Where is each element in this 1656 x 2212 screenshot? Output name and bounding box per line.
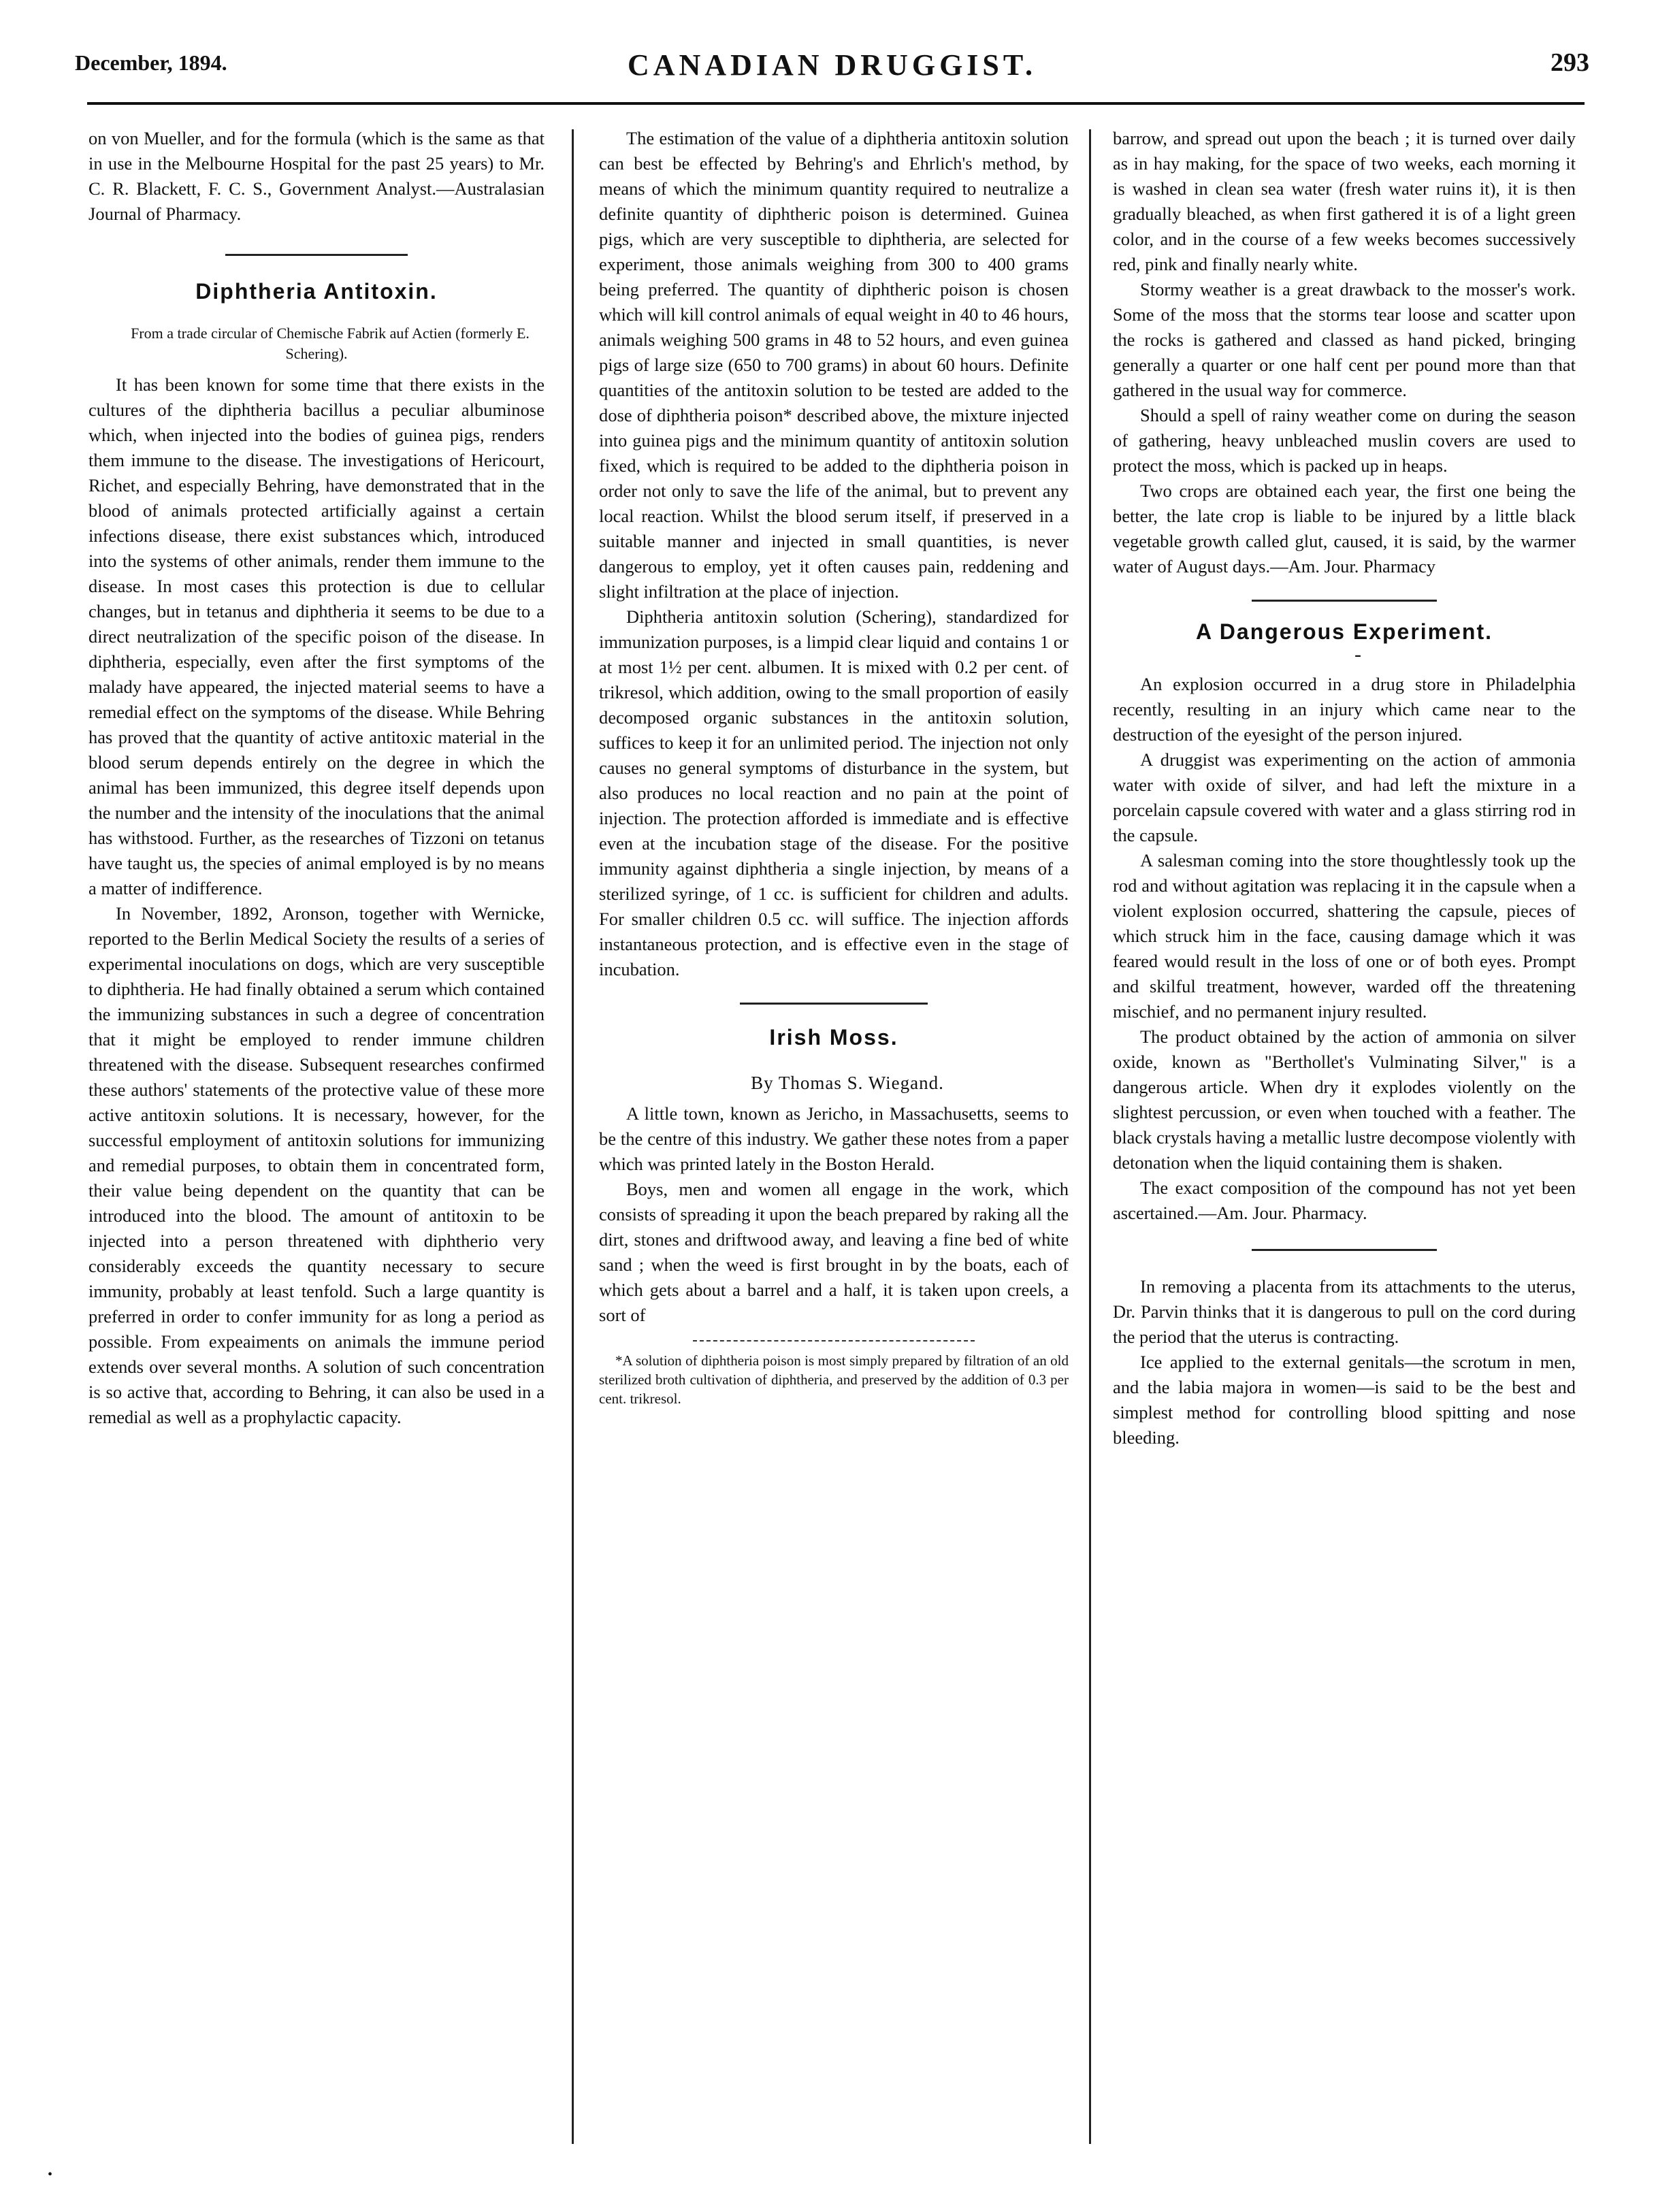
header-rule <box>87 102 1585 105</box>
article-paragraph: Two crops are obtained each year, the first one being the better, the late crop is liable to be injured by a little black vegetable growth called glut, caused, it is said, by the warmer water of August days.—Am. Jour. Pharmacy <box>1113 481 1576 576</box>
article-paragraph: The exact composition of the compound has not yet been ascertained.—Am. Jour. Pharmacy. <box>1113 1177 1576 1223</box>
article-paragraph: A druggist was experimenting on the action of ammonia water with oxide of silver, and had left the mixture in a porcelain capsule covered with water and a glass stirring rod in the capsule. <box>1113 749 1576 845</box>
column-3 <box>1113 126 1576 1450</box>
article-paragraph: barrow, and spread out upon the beach ; it is turned over daily as in hay making, for the space of two weeks, each morning it is washed in clean sea water (fresh water ruins it), it is then gradually bleached, as when first gathered it is of a light green color, and in the course of a few weeks becomes successively red, pink and finally nearly white. <box>1113 128 1576 274</box>
article-paragraph: Diphtheria antitoxin solution (Schering), standardized for immunization purposes, is a limpid clear liquid and contains 1 or at most 1½ per cent. albumen. It is mixed with 0.2 per cent. of trikresol, which addition, owing to the small proportion of easily decomposed organic substances in the antitoxin solution, suffices to keep it for an unlimited period. The injection not only causes no general symptoms of disturbance in the system, but also produces no local reaction and no pain at the point of injection. The protection afforded is immediate and is effective even at the incubation stage of the disease. For the positive immunity against diphtheria a single injection, by means of a sterilized syringe, of 1 cc. is sufficient for children and adults. For smaller children 0.5 cc. will suffice. The injection affords instantaneous protection, and is effective even in the stage of incubation. <box>599 606 1069 979</box>
article-paragraph: In November, 1892, Aronson, together with Wernicke, reported to the Berlin Medical Society the results of a series of experimental inoculations on dogs, which are very susceptible to diphtheria. He had finally obtained a serum which contained the immunizing substances in such a degree of concentration that it might be employed to render immune children threatened with the disease. Subsequent researches confirmed these authors' statements of the protective value of these more active antitoxin solutions. It is necessary, however, for the successful employment of antitoxin solutions for immunizing and remedial purposes, to obtain them in concentrated form, their value being dependent on the quantity that can be introduced into the blood. The amount of antitoxin to be injected into a person threatened with diphtherio very considerably exceeds the quantity necessary to secure immunity, probably at least tenfold. Such a large quantity is preferred in order to confer immunity for as long a period as possible. From expeaiments on animals the immune period extends over several months. A solution of such concentration is so active that, according to Behring, it can also be used in a remedial as well as a prophylactic capacity. <box>88 903 545 1427</box>
intro-paragraph: on von Mueller, and for the formula (which is the same as that in use in the Melbourne Hospital for the past 25 years) to Mr. C. R. Blackett, F. C. S., Government Analyst.—Australasian Journal of Pharmacy. <box>88 128 545 224</box>
column-2 <box>599 126 1069 1408</box>
article-paragraph: The product obtained by the action of ammonia on silver oxide, known as "Berthollet's Vulminating Silver," is a dangerous article. When dry it explodes violently on the slightest percussion, or even when touched with a feather. The black crystals having a metallic lustre decompose violently with detonation when the liquid containing them is shaken. <box>1113 1026 1576 1173</box>
article-source: From a trade circular of Chemische Fabrik auf Actien (formerly E. Schering). <box>131 325 530 362</box>
article-title-diphtheria: Diphtheria Antitoxin. <box>195 279 438 304</box>
article-paragraph: A little town, known as Jericho, in Massachusetts, seems to be the centre of this industry. We gather these notes from a paper which was printed lately in the Boston Herald. <box>599 1103 1069 1174</box>
article-paragraph: In removing a placenta from its attachments to the uterus, Dr. Parvin thinks that it is dangerous to pull on the cord during the period that the uterus is contracting. <box>1113 1276 1576 1347</box>
article-paragraph: Boys, men and women all engage in the work, which consists of spreading it upon the beach prepared by raking all the dirt, stones and driftwood away, and leaving a fine bed of white sand ; when the weed is first brought in by the boats, each of which gets about a barrel and a half, it is taken upon creels, a sort of <box>599 1179 1069 1325</box>
article-byline: By Thomas S. Wiegand. <box>751 1073 944 1093</box>
article-paragraph: A salesman coming into the store thoughtlessly took up the rod and without agitation was replacing it in the capsule when a violent explosion occurred, shattering the capsule, pieces of which struck him in the face, causing damage which it was feared would result in the loss of one or of both eyes. Prompt and skilful treatment, however, warded off the threatening mischief, and no permanent injury resulted. <box>1113 850 1576 1022</box>
article-paragraph: It has been known for some time that there exists in the cultures of the diphtheria bacillus a peculiar albuminose which, when injected into the bodies of guinea pigs, renders them immune to the disease. The investigations of Hericourt, Richet, and especially Behring, have demonstrated that in the blood of animals protected artificially against a certain infections disease, there exist substances which, introduced into the systems of other animals, render them immune to the disease. In most cases this protection is due to cellular changes, but in tetanus and diphtheria it seems to be due to a direct neutralization of the specific poison of the disease. In diphtheria, especially, even after the first symptoms of the malady have appeared, the injected material seems to have a remedial effect on the symptoms of the disease. While Behring has proved that the quantity of active antitoxic material in the blood serum depends entirely on the degree in which the animal has been immunized, this degree itself depends upon the number and the intensity of the inoculations that the animal has withstood. Further, as the researches of Tizzoni on tetanus have taught us, the species of animal employed is by no means a matter of indifference. <box>88 374 545 898</box>
column-divider-right <box>1089 129 1091 2144</box>
article-paragraph: Ice applied to the external genitals—the scrotum in men, and the labia majora in women—is said to be the best and simplest method for controlling blood spitting and nose bleeding. <box>1113 1352 1576 1448</box>
article-paragraph: An explosion occurred in a drug store in Philadelphia recently, resulting in an injury which came near to the destruction of the eyesight of the person injured. <box>1113 674 1576 745</box>
header-page-number: 293 <box>1551 48 1589 77</box>
header-date: December, 1894. <box>75 50 227 75</box>
article-paragraph: The estimation of the value of a diphtheria antitoxin solution can best be effected by Behring's and Ehrlich's method, by means of which the minimum quantity required to neutralize a definite quantity of diphtheric poison is determined. Guinea pigs, which are very susceptible to diphtheria, are selected for experiment, those animals weighing from 300 to 400 grams being preferred. The quantity of diphtheric poison is chosen which will kill control animals of equal weight in 40 to 46 hours, animals weighing 500 grams in 48 to 52 hours, and even guinea pigs of large size (650 to 700 grams) in about 60 hours. Definite quantities of the antitoxin solution to be tested are added to the dose of diphtheria poison* described above, the mixture injected into guinea pigs and the minimum quantity of antitoxin solution fixed, which is required to be added to the diphtheria poison in order not only to save the life of the animal, but to prevent any local reaction. Whilst the blood serum itself, if preserved in a suitable manner and injected in small quantities, is never dangerous to employ, yet it often causes pain, reddening and slight infiltration at the place of injection. <box>599 128 1069 602</box>
article-paragraph: Should a spell of rainy weather come on during the season of gathering, heavy unbleached muslin covers are used to protect the moss, which is packed up in heaps. <box>1113 405 1576 476</box>
article-paragraph: Stormy weather is a great drawback to the mosser's work. Some of the moss that the storms tear loose and scatter upon the rocks is gathered and classed as hand picked, bringing generally a quarter or one half cent per pound more than that gathered in the usual way for commerce. <box>1113 279 1576 400</box>
header-title: CANADIAN DRUGGIST. <box>627 48 1037 82</box>
article-title-irish-moss: Irish Moss. <box>769 1025 898 1050</box>
title-dash: - <box>1354 643 1361 666</box>
article-title-dangerous-experiment: A Dangerous Experiment. <box>1195 619 1493 644</box>
page-header <box>75 48 1589 88</box>
column-1 <box>88 126 545 1430</box>
margin-marker: • <box>48 2167 53 2182</box>
column-divider-left <box>572 129 574 2144</box>
footnote: *A solution of diphtheria poison is most simply prepared by filtration of an old sterilized broth cultivation of diphtheria, and preserved by the addition of 0.3 per cent. trikresol. <box>599 1352 1069 1407</box>
